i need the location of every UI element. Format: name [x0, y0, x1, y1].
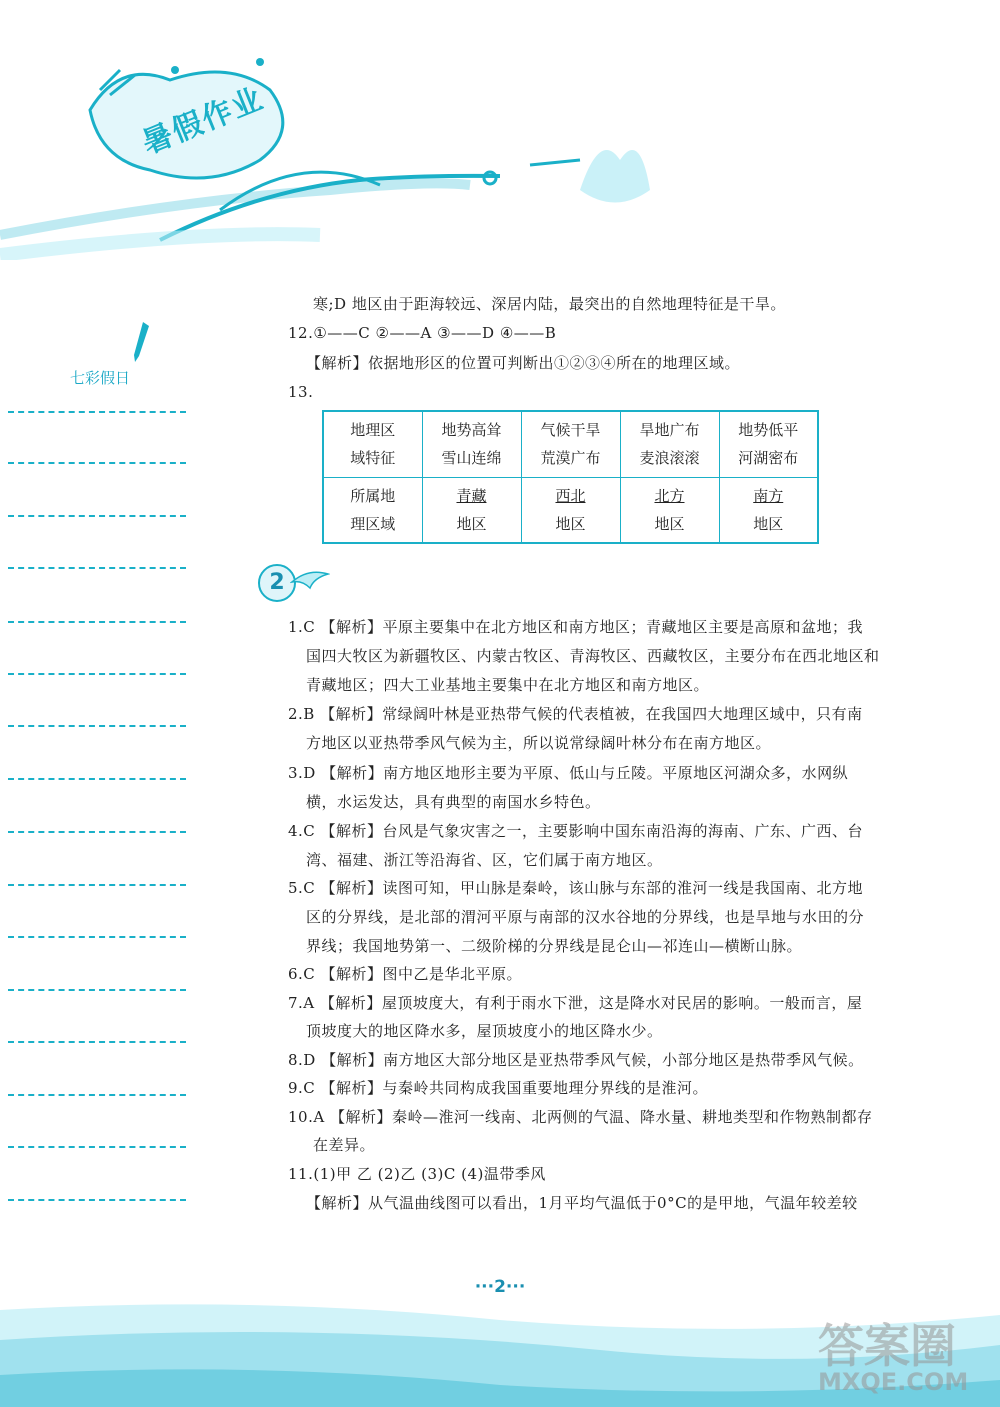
table-cell: 地势低平 河湖密布: [719, 411, 818, 477]
answer-line: 6.C 【解析】图中乙是华北平原。: [288, 965, 523, 983]
answer-line: 8.D 【解析】南方地区大部分地区是亚热带季风气候，小部分地区是热带季风气候。: [288, 1051, 864, 1069]
answer-line: 5.C 【解析】读图可知，甲山脉是秦岭，该山脉与东部的淮河一线是我国南、北方地: [288, 879, 864, 897]
note-line: [8, 936, 186, 938]
sidebar-brand: 七彩假日: [70, 369, 131, 387]
answer-line: 2.B 【解析】常绿阔叶林是亚热带气候的代表植被，在我国四大地理区域中，只有南: [288, 705, 863, 723]
note-line: [8, 831, 186, 833]
note-line: [8, 411, 186, 413]
answer-line: 12.①——C ②——A ③——D ④——B: [288, 324, 557, 342]
answer-line: 方地区以亚热带季风气候为主，所以说常绿阔叶林分布在南方地区。: [306, 734, 772, 752]
answer-line: 顶坡度大的地区降水多，屋顶坡度小的地区降水少。: [306, 1022, 663, 1040]
table-cell: 旱地广布 麦浪滚滚: [620, 411, 719, 477]
answer-line: 7.A 【解析】屋顶坡度大，有利于雨水下泄，这是降水对民居的影响。一般而言，屋: [288, 994, 863, 1012]
note-line: [8, 1146, 186, 1148]
note-line: [8, 884, 186, 886]
table-cell: 南方 地区: [719, 477, 818, 543]
table-row: [323, 411, 818, 477]
answer-line: 3.D 【解析】南方地区地形主要为平原、低山与丘陵。平原地区河湖众多，水网纵: [288, 764, 849, 782]
answer-line: 在差异。: [313, 1136, 376, 1154]
note-line: [8, 462, 186, 464]
answer-line: 【解析】依据地形区的位置可判断出①②③④所在的地理区域。: [306, 354, 741, 372]
table-row: [323, 477, 818, 543]
table-header-cell: 地理区 域特征: [323, 411, 422, 477]
note-line: [8, 621, 186, 623]
note-line: [8, 567, 186, 569]
answer-line: 13.: [288, 383, 314, 401]
answer-line: 国四大牧区为新疆牧区、内蒙古牧区、青海牧区、西藏牧区，主要分布在西北地区和: [306, 647, 880, 665]
answer-line: 【解析】从气温曲线图可以看出，1月平均气温低于0°C的是甲地，气温年较差较: [306, 1194, 858, 1212]
region-table: [322, 410, 819, 544]
table-cell: 西北 地区: [521, 477, 620, 543]
leaf-icon: [290, 568, 330, 592]
answer-line: 10.A 【解析】秦岭—淮河一线南、北两侧的气温、降水量、耕地类型和作物熟制都存: [288, 1108, 873, 1126]
note-line: [8, 778, 186, 780]
table-header-cell: 所属地 理区域: [323, 477, 422, 543]
table-cell: 气候干旱 荒漠广布: [521, 411, 620, 477]
answer-line: 9.C 【解析】与秦岭共同构成我国重要地理分界线的是淮河。: [288, 1079, 709, 1097]
answer-line: 青藏地区；四大工业基地主要集中在北方地区和南方地区。: [306, 676, 710, 694]
answer-line: 4.C 【解析】台风是气象灾害之一，主要影响中国东南沿海的海南、广东、广西、台: [288, 822, 864, 840]
page-number: ···2···: [474, 1277, 526, 1297]
table-cell: 地势高耸 雪山连绵: [422, 411, 521, 477]
note-line: [8, 1094, 186, 1096]
section-number-badge: 2: [258, 564, 296, 602]
note-line: [8, 515, 186, 517]
note-line: [8, 1199, 186, 1201]
answer-line: 界线；我国地势第一、二级阶梯的分界线是昆仑山—祁连山—横断山脉。: [306, 937, 803, 955]
note-line: [8, 1041, 186, 1043]
table-cell: 青藏 地区: [422, 477, 521, 543]
answer-line: 区的分界线，是北部的渭河平原与南部的汉水谷地的分界线，也是旱地与水田的分: [306, 908, 865, 926]
watermark-logo: 答案圈: [818, 1319, 956, 1373]
pen-icon: [133, 322, 151, 364]
watermark-url: MXQE.COM: [818, 1368, 969, 1396]
answer-line: 11.(1)甲 乙 (2)乙 (3)C (4)温带季风: [288, 1165, 546, 1183]
note-line: [8, 725, 186, 727]
answer-line: 横，水运发达，具有典型的南国水乡特色。: [306, 793, 601, 811]
answer-line: 湾、福建、浙江等沿海省、区，它们属于南方地区。: [306, 851, 663, 869]
header-title: 暑假作业: [137, 81, 270, 162]
answer-line: 寒;D 地区由于距海较远、深居内陆，最突出的自然地理特征是干旱。: [313, 295, 786, 313]
note-line: [8, 673, 186, 675]
note-line: [8, 989, 186, 991]
answer-line: 1.C 【解析】平原主要集中在北方地区和南方地区；青藏地区主要是高原和盆地；我: [288, 618, 864, 636]
table-cell: 北方 地区: [620, 477, 719, 543]
